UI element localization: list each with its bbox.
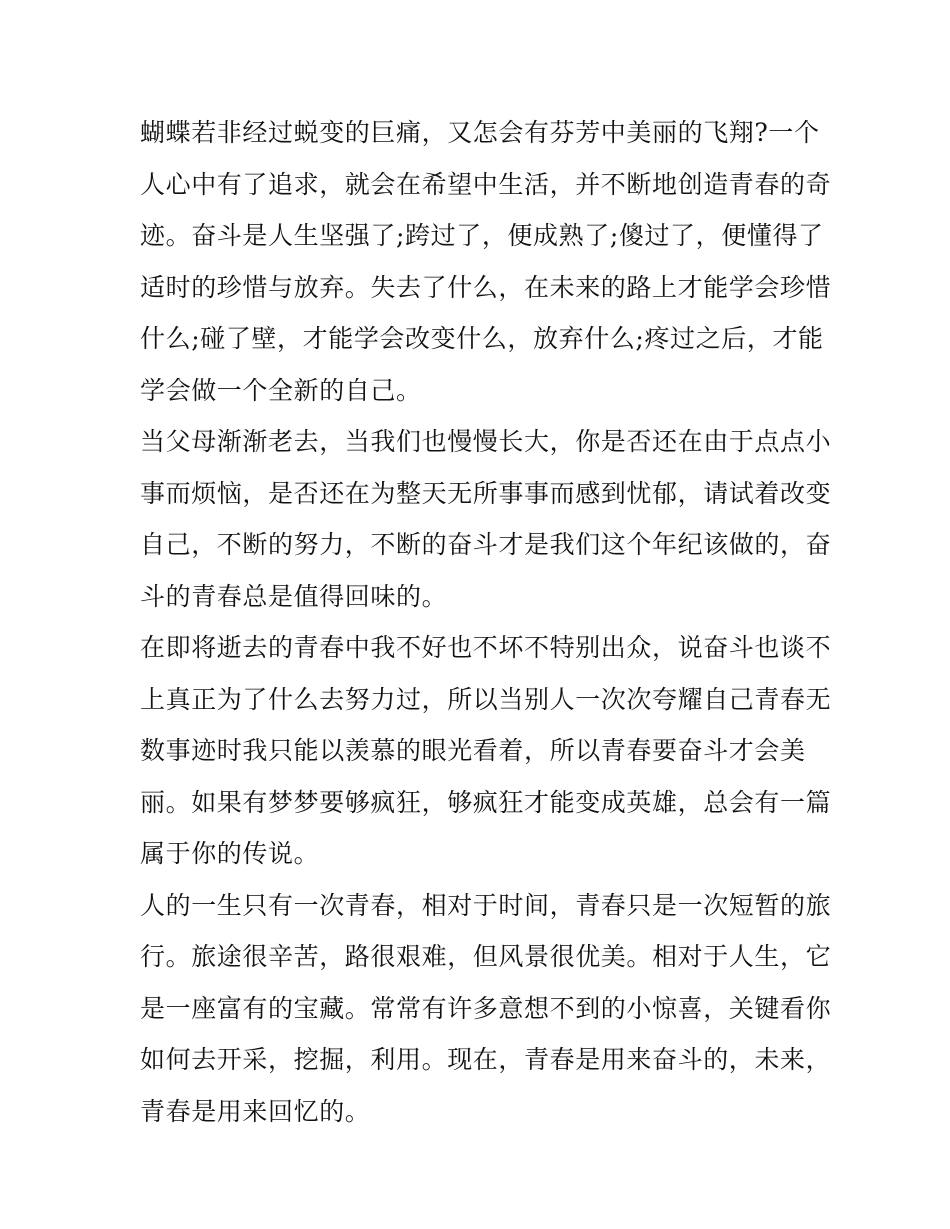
paragraph-4 [140,880,832,1138]
text-line: 丽。如果有梦梦要够疯狂，够疯狂才能变成英雄，总会有一篇 [140,787,832,817]
text-line: 当父母渐渐老去，当我们也慢慢长大，你是否还在由于点点小 [140,427,832,456]
text-line: 如何去开采，挖掘，利用。现在，青春是用来奋斗的，未来， [140,1045,832,1074]
text-line: 蝴蝶若非经过蜕变的巨痛，又怎会有芬芳中美丽的飞翔?一个 [140,118,820,147]
text-line: 人心中有了追求，就会在希望中生活，并不断地创造青春的奇 [140,169,832,199]
text-line: 青春是用来回忆的。 [140,1096,371,1126]
text-line: 人的一生只有一次青春，相对于时间，青春只是一次短暂的旅 [140,890,832,920]
text-line: 行。旅途很辛苦，路很艰难，但风景很优美。相对于人生，它 [140,942,832,971]
text-line: 适时的珍惜与放弃。失去了什么，在未来的路上才能学会珍惜 [140,272,832,302]
document-body [140,107,832,1137]
text-line: 斗的青春总是值得回味的。 [140,581,448,611]
text-line: 学会做一个全新的自己。 [140,375,422,405]
text-line: 迹。奋斗是人生坚强了;跨过了，便成熟了;傻过了，便懂得了 [140,221,824,250]
text-line: 上真正为了什么去努力过，所以当别人一次次夸耀自己青春无 [140,684,832,714]
text-line: 属于你的传说。 [140,839,320,868]
paragraph-1 [140,107,832,416]
text-line: 是一座富有的宝藏。常常有许多意想不到的小惊喜，关键看你 [140,993,832,1023]
text-line: 在即将逝去的青春中我不好也不坏不特别出众，说奋斗也谈不 [140,633,832,662]
text-line: 数事迹时我只能以羡慕的眼光看着，所以青春要奋斗才会美 [140,736,806,765]
paragraph-2 [140,416,832,622]
text-line: 什么;碰了壁，才能学会改变什么，放弃什么;疼过之后，才能 [140,324,824,353]
text-line: 事而烦恼，是否还在为整天无所事事而感到忧郁，请试着改变 [140,478,832,508]
text-line: 自己，不断的努力，不断的奋斗才是我们这个年纪该做的，奋 [140,530,832,559]
paragraph-3 [140,622,832,880]
